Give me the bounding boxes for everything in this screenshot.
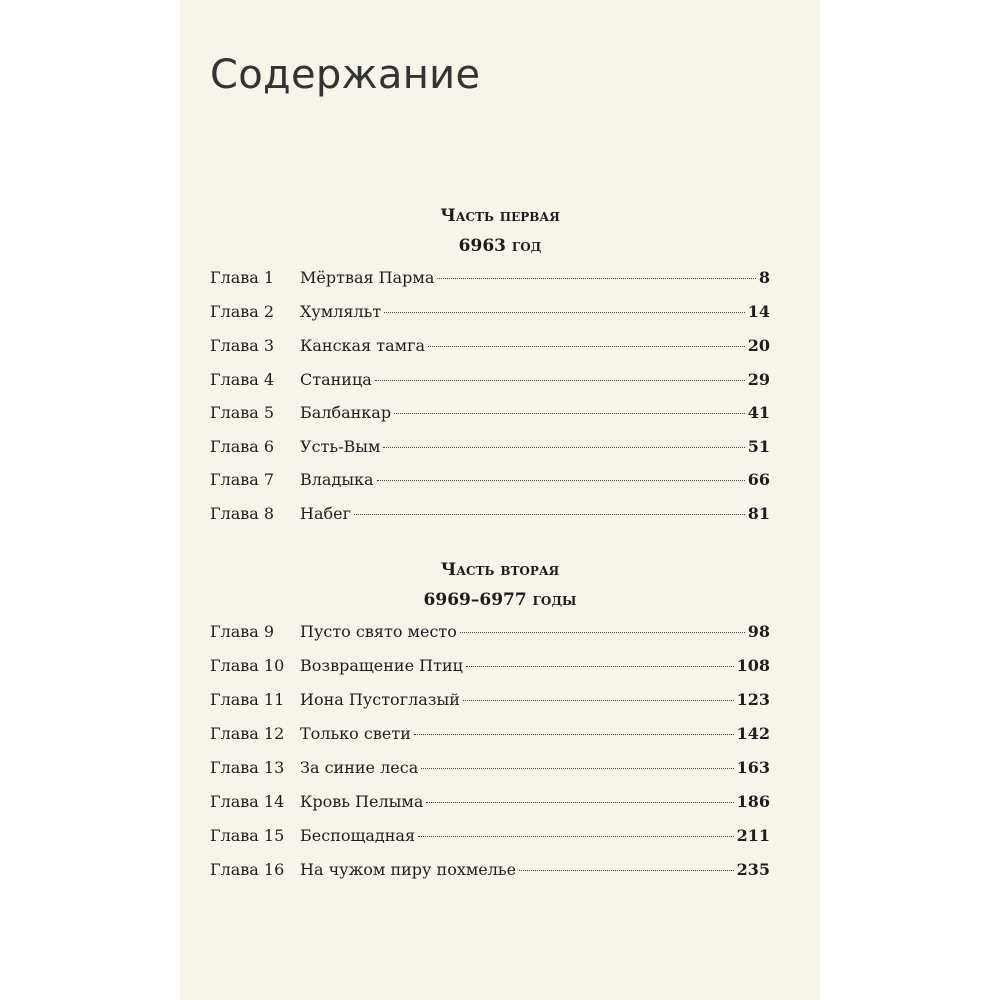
- toc-entry[interactable]: [210, 268, 770, 296]
- chapter-page: 235: [736, 860, 770, 879]
- chapter-page: 108: [736, 656, 770, 675]
- chapter-number: Глава 4: [210, 370, 275, 389]
- dot-leader: [466, 666, 734, 667]
- dot-leader: [421, 768, 733, 769]
- dot-leader: [426, 802, 733, 803]
- chapter-title: Станица: [300, 370, 372, 389]
- chapter-title: Балбанкар: [300, 403, 392, 422]
- chapter-page: 8: [758, 268, 770, 287]
- chapter-number: Глава 16: [210, 860, 285, 879]
- dot-leader: [384, 312, 745, 313]
- chapter-title: Канская тамга: [300, 336, 426, 355]
- chapter-page: 123: [736, 690, 770, 709]
- toc-entry[interactable]: [210, 860, 770, 888]
- chapter-page: 163: [736, 758, 770, 777]
- chapter-page: 186: [736, 792, 770, 811]
- dot-leader: [375, 380, 745, 381]
- chapter-page: 20: [747, 336, 770, 355]
- part-title: Часть вторая: [440, 560, 560, 580]
- dot-leader: [519, 870, 733, 871]
- dot-leader: [377, 480, 745, 481]
- chapter-title: На чужом пиру похмелье: [300, 860, 517, 879]
- chapter-page: 66: [747, 470, 770, 489]
- chapter-number: Глава 12: [210, 724, 285, 743]
- toc-entry[interactable]: [210, 370, 770, 398]
- toc-entry[interactable]: [210, 656, 770, 684]
- chapter-page: 29: [747, 370, 770, 389]
- chapter-title: Владыка: [300, 470, 374, 489]
- chapter-number: Глава 10: [210, 656, 285, 675]
- chapter-page: 14: [747, 302, 770, 321]
- toc-entry[interactable]: [210, 758, 770, 786]
- dot-leader: [394, 413, 745, 414]
- chapter-number: Глава 11: [210, 690, 285, 709]
- chapter-title: Только свети: [300, 724, 411, 743]
- toc-entry[interactable]: [210, 470, 770, 498]
- chapter-page: 51: [747, 437, 770, 456]
- chapter-number: Глава 14: [210, 792, 285, 811]
- chapter-title: Пусто свято место: [300, 622, 457, 641]
- chapter-title: Беспощадная: [300, 826, 416, 845]
- chapter-number: Глава 6: [210, 437, 275, 456]
- part-title: Часть первая: [440, 206, 560, 226]
- toc-entry[interactable]: [210, 336, 770, 364]
- chapter-title: Усть-Вым: [300, 437, 381, 456]
- chapter-page: 98: [747, 622, 770, 641]
- toc-entry[interactable]: [210, 302, 770, 330]
- chapter-number: Глава 15: [210, 826, 285, 845]
- chapter-number: Глава 8: [210, 504, 275, 523]
- dot-leader: [463, 700, 734, 701]
- part-years: 6969–6977 годы: [423, 590, 577, 610]
- chapter-page: 41: [747, 403, 770, 422]
- chapter-title: Набег: [300, 504, 351, 523]
- chapter-title: Иона Пустоглазый: [300, 690, 460, 709]
- dot-leader: [437, 278, 755, 279]
- page-title: Содержание: [210, 52, 481, 98]
- chapter-number: Глава 3: [210, 336, 275, 355]
- chapter-title: Мёртвая Парма: [300, 268, 435, 287]
- chapter-number: Глава 9: [210, 622, 275, 641]
- dot-leader: [354, 514, 745, 515]
- part-years: 6963 год: [458, 236, 542, 256]
- dot-leader: [418, 836, 734, 837]
- chapter-title: За синие леса: [300, 758, 419, 777]
- chapter-title: Хумляльт: [300, 302, 382, 321]
- toc-entry[interactable]: [210, 826, 770, 854]
- chapter-number: Глава 5: [210, 403, 275, 422]
- toc-entry[interactable]: [210, 792, 770, 820]
- toc-entry[interactable]: [210, 724, 770, 752]
- toc-entry[interactable]: [210, 403, 770, 431]
- toc-entry[interactable]: [210, 690, 770, 718]
- chapter-page: 142: [736, 724, 770, 743]
- book-page: [180, 0, 820, 1000]
- chapter-page: 81: [747, 504, 770, 523]
- toc-entry[interactable]: [210, 504, 770, 532]
- toc-entry[interactable]: [210, 622, 770, 650]
- chapter-number: Глава 13: [210, 758, 285, 777]
- dot-leader: [414, 734, 734, 735]
- dot-leader: [460, 632, 745, 633]
- dot-leader: [428, 346, 745, 347]
- chapter-page: 211: [736, 826, 770, 845]
- chapter-title: Возвращение Птиц: [300, 656, 463, 675]
- dot-leader: [383, 447, 744, 448]
- chapter-title: Кровь Пелыма: [300, 792, 424, 811]
- chapter-number: Глава 1: [210, 268, 275, 287]
- chapter-number: Глава 7: [210, 470, 275, 489]
- toc-entry[interactable]: [210, 437, 770, 465]
- chapter-number: Глава 2: [210, 302, 275, 321]
